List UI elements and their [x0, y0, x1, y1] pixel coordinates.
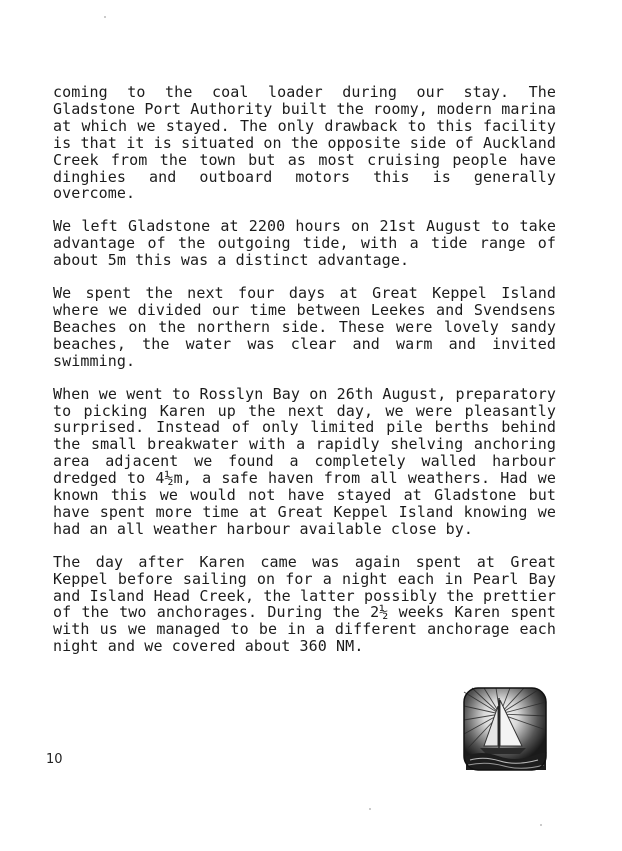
page-number: 10	[46, 752, 63, 767]
article-body	[53, 84, 556, 655]
paragraph: When we went to Rosslyn Bay on 26th August, preparatory to picking Karen up the next day, we were pleasantly surprised. Instead of only limited pile berths behind the small breakwater with a rapidly shelving anchoring area adjacent we found a completely walled harbour dredged to 4½m, a safe haven from all weathers. Had we known this we would not have stayed at Gladstone but have spent more time at Great Keppel Island knowing we had an all weather harbour available close by.	[53, 384, 556, 538]
paragraph: The day after Karen came was again spent at Great Keppel before sailing on for a night each in Pearl Bay and Island Head Creek, the latter possibly the prettier of the two anchorages. During the 2½ weeks Karen spent with us we managed to be in a different anchorage each night and we covered about 360 NM.	[53, 552, 556, 656]
scan-speck	[369, 808, 371, 810]
sailboat-sunburst-icon	[462, 686, 548, 772]
paragraph: We spent the next four days at Great Keppel Island where we divided our time between Leekes and Svendsens Beaches on the northern side. These were lovely sandy beaches, the water was clear and warm and invited swimming.	[53, 284, 556, 370]
scan-speck	[104, 16, 106, 18]
paragraph: coming to the coal loader during our stay. The Gladstone Port Authority built the roomy, modern marina at which we stayed. The only drawback to this facility is that it is situated on the opposite side of Auckland Creek from the town but as most cruising people have dinghies and outboard motors this is generally overcome.	[53, 83, 556, 203]
paragraph: We left Gladstone at 2200 hours on 21st August to take advantage of the outgoing tide, with a tide range of about 5m this was a distinct advantage.	[53, 217, 556, 270]
scan-speck	[540, 824, 542, 826]
